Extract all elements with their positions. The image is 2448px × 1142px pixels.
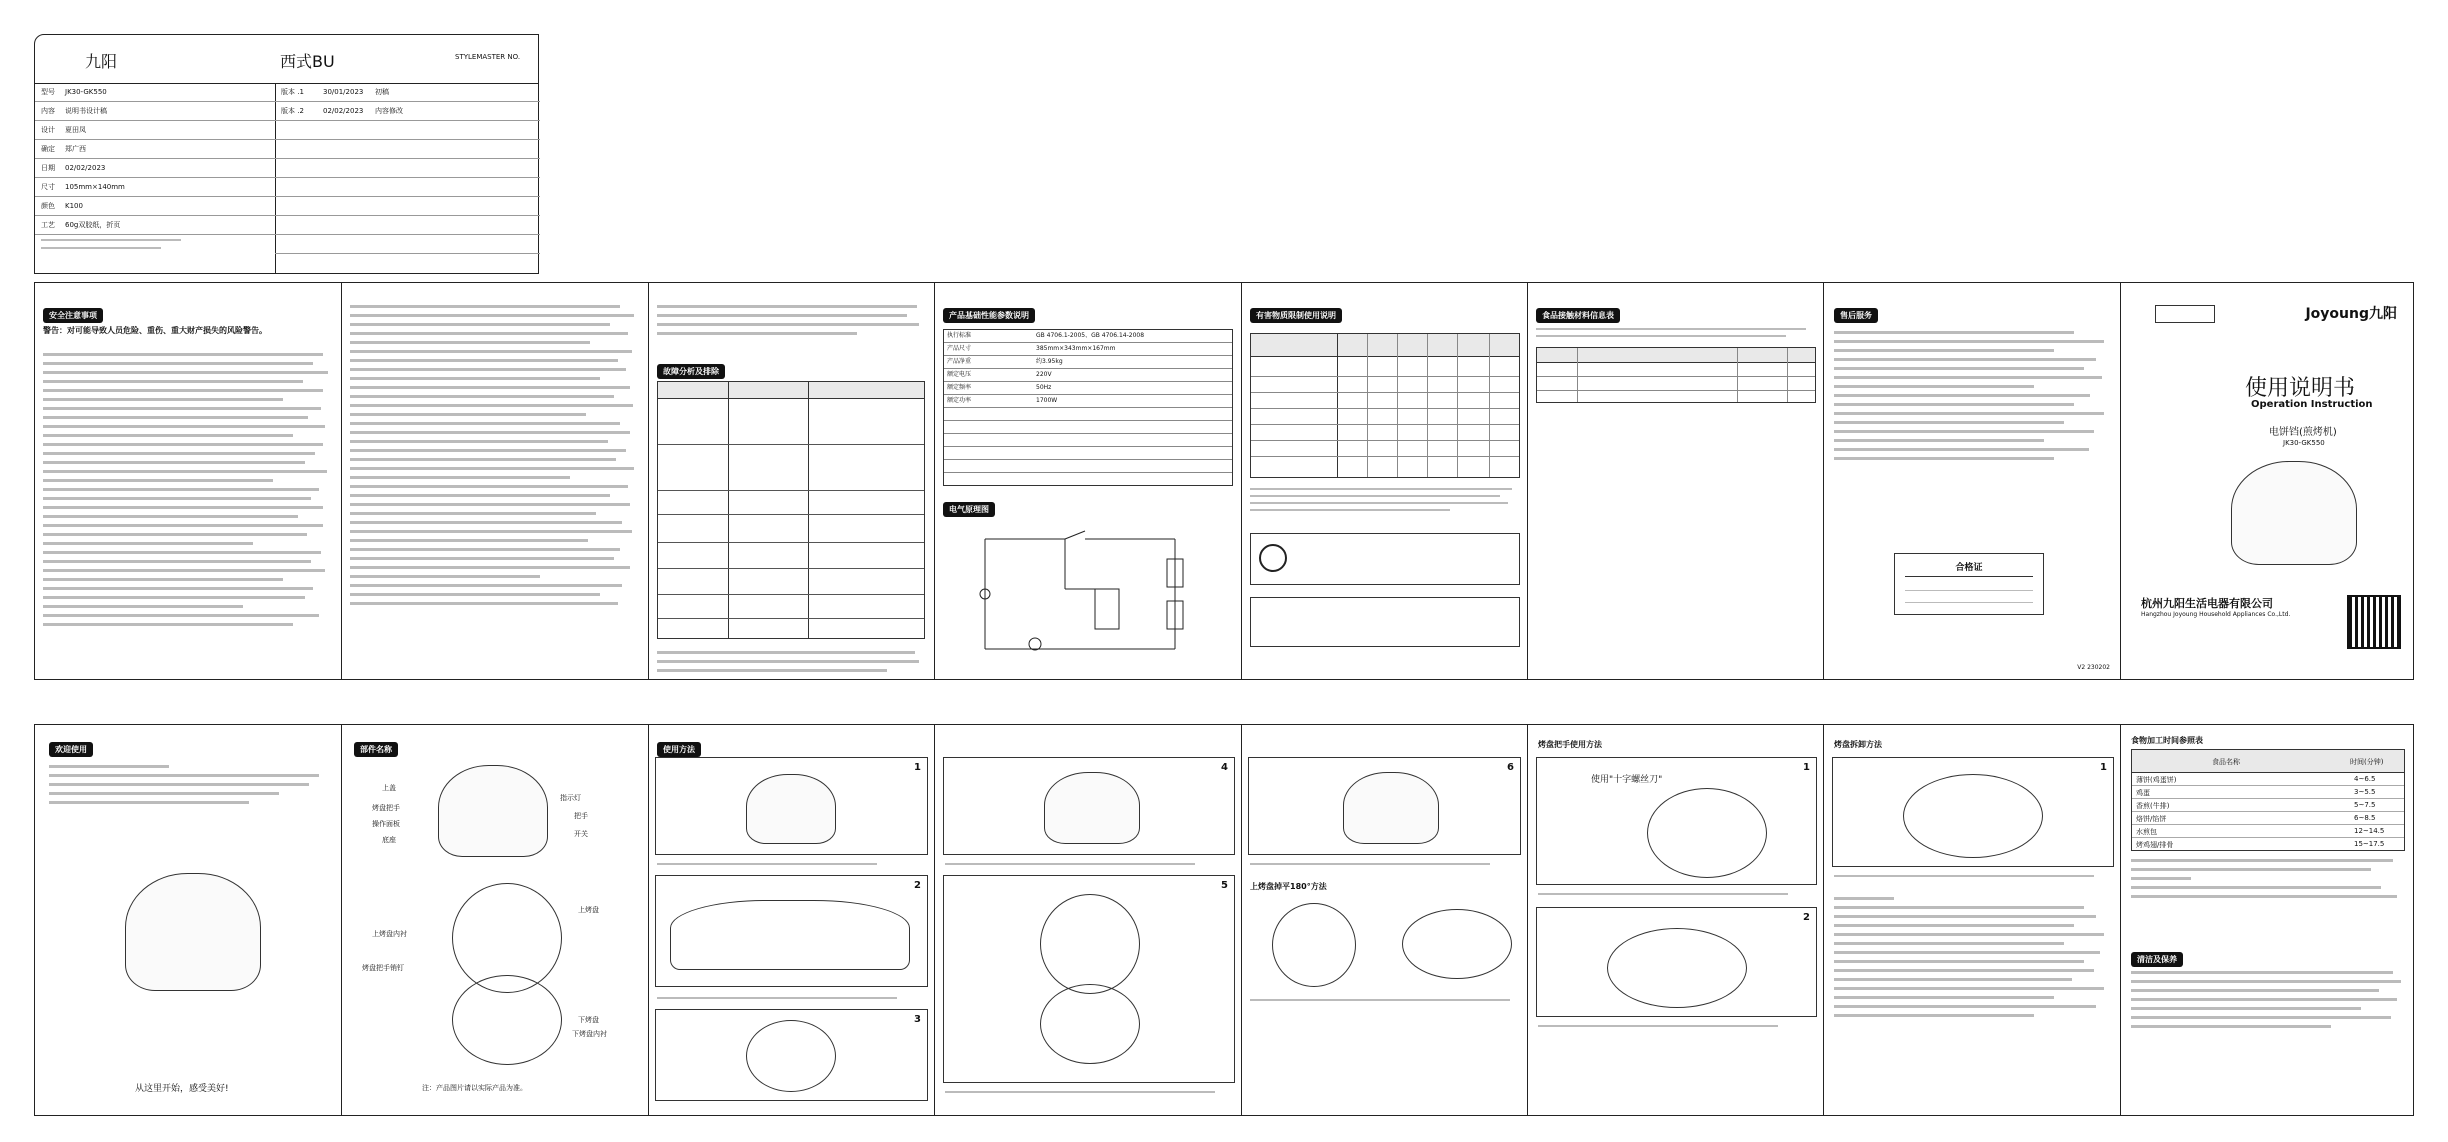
step-illustration <box>1343 772 1439 844</box>
part-label: 指示灯 <box>560 794 581 802</box>
table-header: 食品名称 <box>2212 758 2240 766</box>
version-number: 版本 .2 <box>281 107 304 115</box>
cover-title-cn: 使用说明书 <box>2245 376 2356 401</box>
section-title: 欢迎使用 <box>49 742 93 757</box>
panel-safety-continued <box>341 282 649 680</box>
section-title: 有害物质限制使用说明 <box>1250 308 1342 323</box>
cook-time-table <box>2131 749 2405 851</box>
step-number: 5 <box>1221 880 1228 891</box>
hazard-table <box>1250 333 1520 478</box>
step-frame <box>1248 757 1521 855</box>
spec-label: 内容 <box>41 107 55 115</box>
section-heading: 烤盘把手使用方法 <box>1538 740 1602 749</box>
cover-title-en: Operation Instruction <box>2251 399 2373 410</box>
version-date: 02/02/2023 <box>323 107 364 115</box>
control-panel <box>670 900 910 970</box>
step-number: 1 <box>914 762 921 773</box>
cover-model: JK30-GK550 <box>2283 439 2325 447</box>
panel-cover <box>2120 282 2414 680</box>
qr-code <box>2347 595 2401 649</box>
step-illustration <box>1647 788 1767 878</box>
param-value: 50Hz <box>1036 384 1052 391</box>
text-block <box>2131 853 2405 904</box>
spec-value: 夏田凤 <box>65 126 86 134</box>
table-row <box>2132 799 2404 812</box>
spec-label: 确定 <box>41 145 55 153</box>
spec-value: 说明书设计稿 <box>65 107 107 115</box>
part-label: 下烤盘内衬 <box>572 1030 607 1038</box>
panel-safety <box>34 282 342 680</box>
cover-company-cn: 杭州九阳生活电器有限公司 <box>2141 597 2273 610</box>
params-table <box>943 329 1233 486</box>
spec-label: 型号 <box>41 88 55 96</box>
spec-value: 02/02/2023 <box>65 164 106 172</box>
panel-tray-handle <box>1527 724 1824 1116</box>
step-illustration <box>1040 894 1140 994</box>
step-illustration <box>1607 928 1747 1008</box>
param-label: 额定功率 <box>947 397 972 404</box>
section-title: 售后服务 <box>1834 308 1878 323</box>
spec-value: 105mm×140mm <box>65 183 125 191</box>
flip-illustration <box>1272 903 1356 987</box>
table-row <box>2132 838 2404 850</box>
part-label: 烤盘把手 <box>372 804 400 812</box>
panel-usage-3 <box>1241 724 1528 1116</box>
step-number: 2 <box>1803 912 1810 923</box>
panel-cook-times <box>2120 724 2414 1116</box>
food-time: 15~17.5 <box>2354 840 2385 848</box>
section-title: 清洁及保养 <box>2131 952 2183 967</box>
step-frame <box>1536 907 1817 1017</box>
step-frame <box>655 875 928 987</box>
food-name: 鸡蛋 <box>2136 789 2150 797</box>
version-note: 内容修改 <box>375 107 403 115</box>
step-frame <box>1832 757 2114 867</box>
cover-badge <box>2155 305 2215 323</box>
param-label: 产品净重 <box>947 358 972 365</box>
part-label: 上烤盘内衬 <box>372 930 407 938</box>
param-value: 220V <box>1036 371 1052 378</box>
part-label: 上盖 <box>382 784 396 792</box>
step-number: 3 <box>914 1014 921 1025</box>
food-name: 烙饼/馅饼 <box>2136 815 2167 823</box>
panel-troubleshooting <box>648 282 935 680</box>
section-heading: 食物加工时间参照表 <box>2131 736 2203 745</box>
step-number: 2 <box>914 880 921 891</box>
food-name: 薄饼(鸡蛋饼) <box>2136 776 2177 784</box>
spec-department: 西式BU <box>280 52 335 71</box>
part-label: 烤盘把手销钉 <box>362 964 404 972</box>
table-row <box>2132 786 2404 799</box>
part-label: 下烤盘 <box>578 1016 599 1024</box>
version-note: 初稿 <box>375 88 389 96</box>
spec-versions <box>275 83 540 272</box>
spec-stylemaster: STYLEMASTER NO. <box>455 53 521 61</box>
panel-usage-2 <box>934 724 1242 1116</box>
part-label: 底座 <box>382 836 396 844</box>
param-value: GB 4706.1-2005、GB 4706.14-2008 <box>1036 332 1145 339</box>
certificate <box>1894 553 2044 615</box>
param-label: 产品尺寸 <box>947 345 972 352</box>
product-illustration <box>2231 461 2357 565</box>
spec-value: 60g双胶纸，折页 <box>65 221 121 229</box>
text-block <box>1250 483 1520 516</box>
recycle-box <box>1250 533 1520 585</box>
safety-warning: 警告：对可能导致人员危险、重伤、重大财产损失的风险警告。 <box>43 326 267 335</box>
parts-note: 注：产品图片请以实际产品为准。 <box>422 1084 527 1092</box>
spec-value: K100 <box>65 202 83 210</box>
spec-rows <box>35 83 275 235</box>
text-block <box>1536 323 1816 342</box>
step-frame <box>655 1009 928 1101</box>
step-number: 1 <box>2100 762 2107 773</box>
table-row <box>2132 773 2404 786</box>
text-block <box>350 299 640 611</box>
certificate-title: 合格证 <box>1955 563 1983 573</box>
welcome-slogan: 从这里开始，感受美好! <box>135 1084 229 1094</box>
section-title: 安全注意事项 <box>43 308 103 323</box>
food-name: 烤鸡翅/排骨 <box>2136 841 2174 849</box>
table-row <box>2132 825 2404 838</box>
food-name: 香煎(牛排) <box>2136 802 2170 810</box>
step-number: 6 <box>1507 762 1514 773</box>
param-value: 385mm×343mm×167mm <box>1036 345 1116 352</box>
panel-usage-1 <box>648 724 935 1116</box>
panel-hazard <box>1241 282 1528 680</box>
part-label: 开关 <box>574 830 588 838</box>
step-illustration <box>1903 774 2043 858</box>
step-number: 4 <box>1221 762 1228 773</box>
step-frame <box>655 757 928 855</box>
step-frame <box>943 757 1235 855</box>
param-value: 约3.95kg <box>1036 358 1063 365</box>
text-block <box>657 299 927 341</box>
flip-title: 上烤盘掉平180°方法 <box>1250 882 1327 891</box>
param-label: 执行标准 <box>947 332 972 339</box>
param-label: 额定电压 <box>947 371 972 378</box>
panel-remove-tray <box>1823 724 2121 1116</box>
step-illustration <box>1040 984 1140 1064</box>
text-block <box>1834 325 2114 466</box>
spec-label: 尺寸 <box>41 183 55 191</box>
parts-diagram-top <box>438 765 548 857</box>
panel-params <box>934 282 1242 680</box>
param-value: 1700W <box>1036 397 1058 404</box>
food-time: 6~8.5 <box>2354 814 2376 822</box>
text-block <box>657 645 927 678</box>
cover-company-en: Hangzhou Joyoung Household Appliances Co.,Ltd. <box>2141 611 2291 618</box>
step-frame <box>1536 757 1817 885</box>
section-title: 部件名称 <box>354 742 398 757</box>
section-title: 电气原理图 <box>943 502 995 517</box>
spec-brand: 九阳 <box>85 52 118 71</box>
spec-label: 颜色 <box>41 202 55 210</box>
step-illustration <box>746 1020 836 1092</box>
panel-parts <box>341 724 649 1116</box>
part-label: 把手 <box>574 812 588 820</box>
food-name: 水煎包 <box>2136 828 2157 836</box>
troubleshoot-table <box>657 381 925 639</box>
spec-sheet <box>34 34 539 274</box>
table-header: 时间(分钟) <box>2350 758 2384 766</box>
version-date: 30/01/2023 <box>323 88 364 96</box>
section-title: 使用方法 <box>657 742 701 757</box>
text-block <box>1834 891 2114 1023</box>
step-illustration <box>746 774 836 844</box>
param-label: 额定频率 <box>947 384 972 391</box>
food-time: 4~6.5 <box>2354 775 2376 783</box>
parts-diagram-lower <box>452 975 562 1065</box>
panel-welcome <box>34 724 342 1116</box>
circuit-diagram <box>945 519 1233 669</box>
panel-service <box>1823 282 2121 680</box>
flip-illustration <box>1402 909 1512 979</box>
version-code: V2 230202 <box>2077 664 2110 671</box>
food-table <box>1536 347 1816 403</box>
part-label: 上烤盘 <box>578 906 599 914</box>
step-number: 1 <box>1803 762 1810 773</box>
section-title: 产品基础性能参数说明 <box>943 308 1035 323</box>
spec-label: 设计 <box>41 126 55 134</box>
spec-value: 郑广西 <box>65 145 86 153</box>
text-block <box>49 759 333 810</box>
section-title: 故障分析及排除 <box>657 364 725 379</box>
food-time: 3~5.5 <box>2354 788 2376 796</box>
section-heading: 烤盘拆卸方法 <box>1834 740 1882 749</box>
cover-product: 电饼铛(煎烤机) <box>2269 427 2337 438</box>
recycle-icon <box>1259 544 1287 572</box>
step-illustration <box>1044 772 1140 844</box>
part-label: 操作面板 <box>372 820 400 828</box>
version-number: 版本 .1 <box>281 88 304 96</box>
section-title: 食品接触材料信息表 <box>1536 308 1620 323</box>
spec-value: JK30-GK550 <box>65 88 107 96</box>
text-block <box>43 347 333 632</box>
food-time: 12~14.5 <box>2354 827 2385 835</box>
step-frame <box>943 875 1235 1083</box>
handle-tip: 使用"十字螺丝刀" <box>1591 775 1663 785</box>
spec-label: 工艺 <box>41 221 55 229</box>
table-row <box>2132 812 2404 825</box>
spec-label: 日期 <box>41 164 55 172</box>
text-block <box>2131 965 2405 1034</box>
info-box <box>1250 597 1520 647</box>
brand-logo: Joyoung九阳 <box>2305 306 2397 322</box>
panel-food-contact <box>1527 282 1824 680</box>
food-time: 5~7.5 <box>2354 801 2376 809</box>
product-illustration <box>125 873 261 991</box>
